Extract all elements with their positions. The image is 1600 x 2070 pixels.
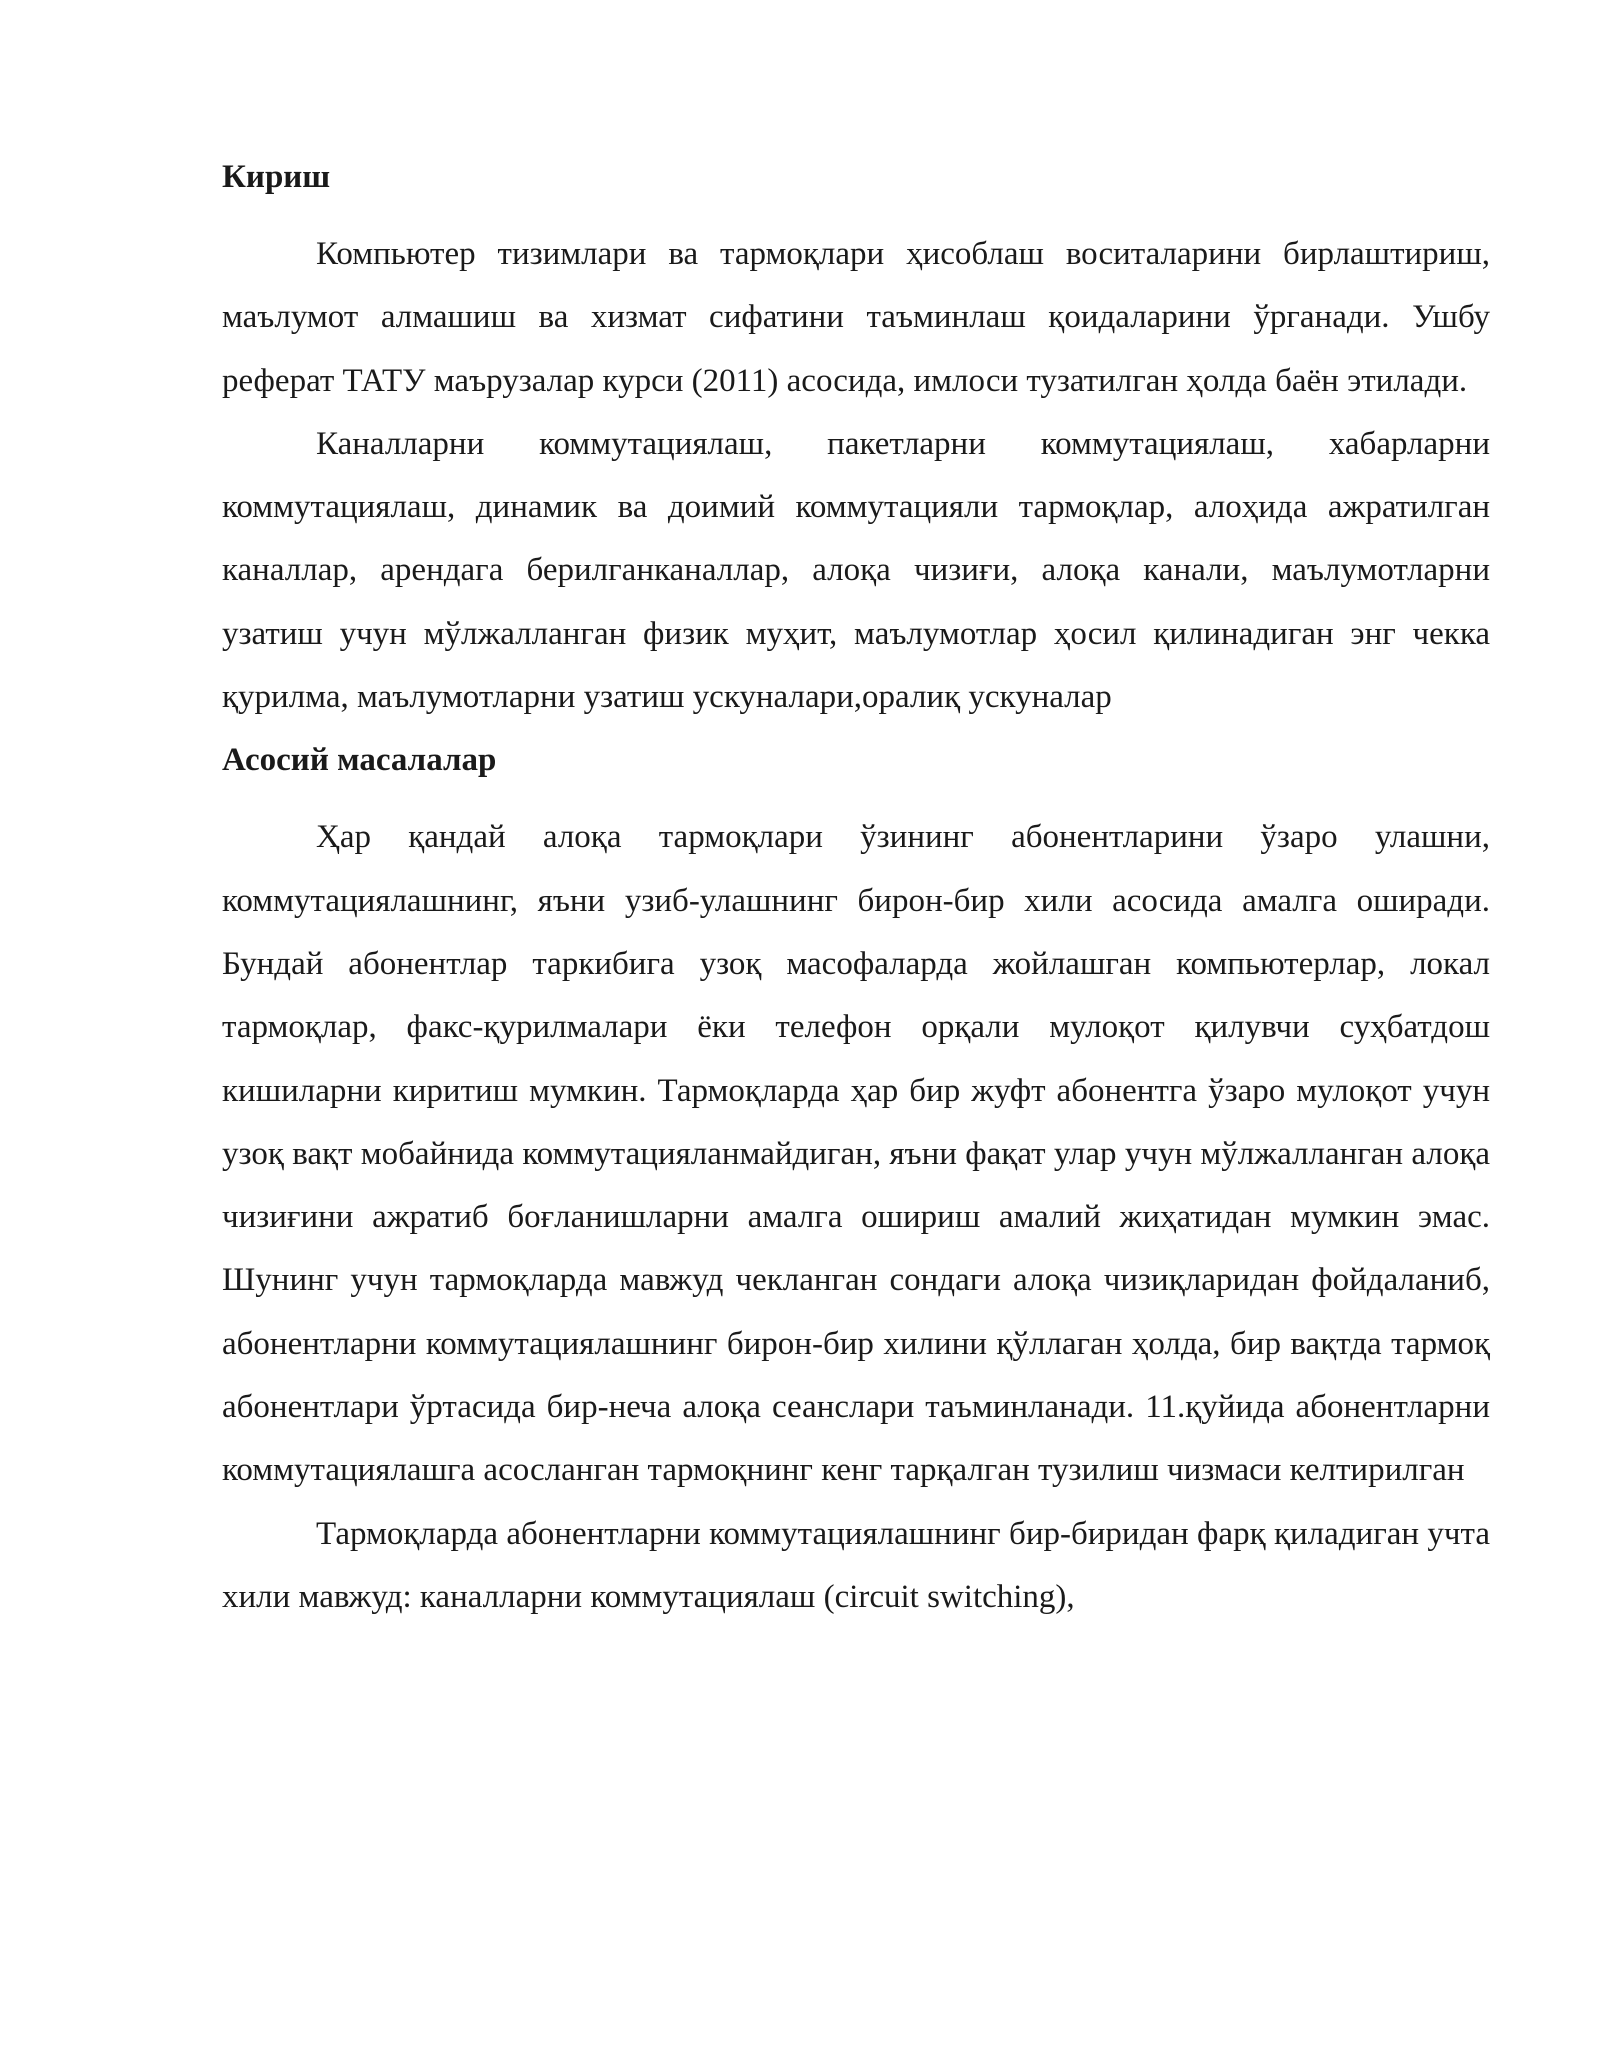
main-paragraph-1: Ҳар қандай алоқа тармоқлари ўзининг абонентларини ўзаро улашни, коммутациялашнинг, яъни узиб-улашнинг бирон-бир хили асосида амалга оширади. Бундай абонентлар таркибига узоқ масофаларда жойлашган компьютерлар, локал тармоқлар, факс-қурилмалари ёки телефон орқали мулоқот қилувчи суҳбатдош кишиларни киритиш мумкин. Тармоқларда ҳар бир жуфт абонентга ўзаро мулоқот учун узоқ вақт мобайнида коммутацияланмайдиган, яъни фақат улар учун мўлжалланган алоқа чизиғини ажратиб боғланишларни амалга ошириш амалий жиҳатидан мумкин эмас. Шунинг учун тармоқларда мавжуд чекланган сондаги алоқа чизиқларидан фойдаланиб, абонентларни коммутациялашнинг бирон-бир хилини қўллаган ҳолда, бир вақтда тармоқ абонентлари ўртасида бир-неча алоқа сеанслари таъминланади. 11.қуйида абонентларни коммутациялашга асосланган тармоқнинг кенг тарқалган тузилиш чизмаси келтирилган	[222, 819, 1490, 1489]
section-heading-main-issues: Асосий масалалар	[222, 742, 497, 779]
document-body	[222, 146, 1490, 1629]
intro-paragraph-2: Каналларни коммутациялаш, пакетларни коммутациялаш, хабарларни коммутациялаш, динамик ва доимий коммутацияли тармоқлар, алоҳида ажратилган каналлар, арендага берилганканаллар, алоқа чизиғи, алоқа канали, маълумотларни узатиш учун мўлжалланган физик муҳит, маълумотлар ҳосил қилинадиган энг чекка қурилма, маълумотларни узатиш ускуналари,оралиқ ускуналар	[222, 425, 1490, 716]
intro-paragraph-1: Компьютер тизимлари ва тармоқлари ҳисоблаш воситаларини бирлаштириш, маълумот алмашиш ва хизмат сифатини таъминлаш қоидаларини ўрганади. Ушбу реферат ТАТУ маърузалар курси (2011) асосида, имлоси тузатилган ҳолда баён этилади.	[222, 236, 1490, 399]
section-heading-introduction: Кириш	[222, 159, 331, 195]
main-paragraph-2: Тармоқларда абонентларни коммутациялашнинг бир-биридан фарқ қиладиган учта хили мавжуд: каналларни коммутациялаш (circuit switching),	[222, 1515, 1490, 1615]
